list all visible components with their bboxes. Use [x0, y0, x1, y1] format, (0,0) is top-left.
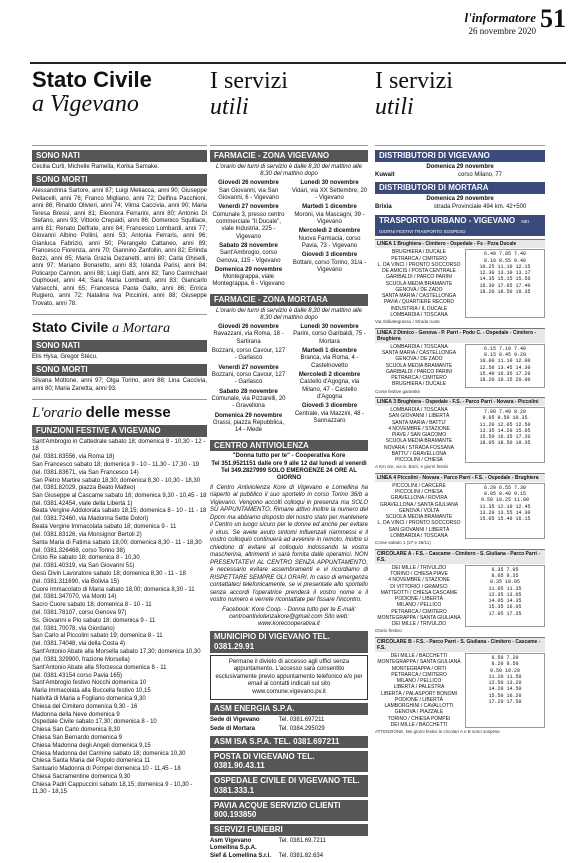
mass-schedule-item: Chiesa del Cimitero domenica 9,30 - 16 — [32, 703, 138, 710]
timetable-row: 8.15 8.45 9.20 — [483, 352, 526, 359]
bus-stop: GENOVA / DE ZADO — [395, 286, 443, 293]
mortara-title — [32, 314, 207, 337]
farmacia-entry: Centrale, via Mazzini, 48 - Sannazzaro — [294, 410, 365, 424]
timetable-row: 15.50 16.20 — [488, 692, 522, 699]
timetable-row: 10.00 11.10 12.00 — [479, 358, 531, 365]
bus-line-timetable — [465, 407, 545, 463]
bus-stop: SANTA MARIA / CASTELLONGA — [381, 293, 457, 300]
bus-stop: SCUOLA MEDIA BRAMANTE — [385, 438, 453, 445]
bus-line-timetable — [465, 344, 545, 388]
distributore-address: strada Provinciale 494 km. 42+500 — [433, 204, 527, 211]
asm-isa-heading: ASM ISA S.P.A. TEL. 0381.697211 — [210, 736, 368, 748]
farmacia-day: Venerdì 27 novembre — [218, 204, 279, 211]
farmacia-entry: Bozzani, corso Cavour, 127 - Garlasco — [211, 372, 286, 386]
bus-stop: LOMBARDIA / TOSCANA — [390, 343, 448, 350]
pavia-acque-heading: PAVIA ACQUE SERVIZIO CLIENTI 800.193850 — [210, 800, 368, 822]
farmacia-entry: Bottani, corso Torino, 31/a - Vigevano — [292, 259, 367, 273]
bus-stop: PETRARCA / CIMITERO — [391, 375, 447, 382]
centro-antiviolenza-heading: CENTRO ANTIVIOLENZA — [210, 440, 368, 452]
bus-stop: MONTEGRAPPA / ORTI — [391, 665, 447, 672]
farmacia-entry: Montegrappa, viale Montegrappa, 6 - Vigevano — [212, 274, 285, 288]
timetable-row: 14.20 14.50 — [488, 686, 522, 693]
bus-line-stops — [375, 407, 463, 463]
bus-stop: SCUOLA MEDIA BRAMANTE — [385, 362, 453, 369]
bus-stop: L. DA VINCI / PRONTO SOCCORSO — [377, 261, 461, 268]
farmacia-entry: Bozzani, corso Cavour, 127 - Garlasco — [211, 348, 286, 362]
messe-list — [32, 439, 207, 796]
bus-stop: DEI MILLE / TRIVULZIO — [391, 621, 447, 628]
mass-schedule-item: Cristo Re sabato 18; domenica 8 - 10,30 — [32, 555, 140, 562]
distributore-mortara-row — [375, 204, 545, 211]
timetable-row: 14.35 15.15 15.50 — [479, 276, 531, 283]
mass-schedule-item: Chiesa Madonna degli Angeli domenica 9,15 — [32, 742, 151, 749]
bus-stop: GENOVA / DE ZADO — [395, 356, 443, 363]
bus-stop: BRUGHIERA / DUCALE — [392, 381, 446, 388]
bus-line-body — [375, 565, 545, 628]
mortara-title-main: Stato Civile — [32, 319, 109, 335]
bus-stop: INDUSTRIA / IL DUCALE — [390, 305, 448, 312]
contact-row — [210, 717, 368, 724]
farmacia-day: Giovedì 26 novembre — [218, 324, 279, 331]
antiviolenza-quote: "Donna tutto per te" - Cooperativa Kore — [232, 453, 346, 460]
farmacia-day: Martedì 1 dicembre — [302, 348, 357, 355]
mass-schedule-item: (tel. 0381.347070, via Monti 14) — [32, 594, 117, 601]
mass-schedule-item: Madonna della Neve domenica 9 — [32, 711, 120, 718]
servizi-subtitle: utili — [210, 94, 249, 121]
stato-civile-header — [32, 68, 207, 146]
bus-stop: DE AMICIS / POSTA CENTRALE — [382, 268, 456, 275]
bus-line-heading: LINEA 1 Brughiera - Cimitero - Ospedale - Fs - Pzza Ducale — [375, 239, 545, 248]
mass-schedule-item: Beata Vergine Addolorata sabato 18,15; domenica 8 - 10 - 11 - 18 — [32, 508, 207, 515]
farmacia-entry: San Giovanni, via San Giovanni, 6 - Vigevano — [218, 187, 279, 201]
timetable-row: 11.05 11.35 — [488, 585, 522, 592]
mass-schedule-item: (tel. 0381.83671, via San Francesco 14) — [32, 469, 139, 476]
mass-schedule-item: Cuore Immacolato di Maria sabato 18,00; domenica 8,30 - 11 — [32, 586, 195, 593]
mass-schedule-item: (tel. 0381.43154 corso Pavia 165) — [32, 672, 123, 679]
bus-stop: DEI MILLE / TRIVULZIO — [391, 564, 447, 571]
bus-stop: SAN GIOVANNI / LIBERTÀ — [388, 413, 450, 420]
timetable-row: 13.20 13.55 14.30 — [479, 509, 531, 516]
farmacia-day: Giovedì 3 dicembre — [301, 252, 358, 259]
bus-stop: PODIONE / LIBERTÀ — [395, 696, 443, 703]
timetable-row: 15.50 16.35 17.20 — [479, 434, 531, 441]
trasporto-title: TRASPORTO URBANO - VIGEVANO — [379, 215, 516, 225]
mass-schedule-item: Maria Immacolata alla Buccella festivo 10,15 — [32, 688, 151, 695]
bus-line-heading: LINEA 3 Brughiera - Ospedale - F.S. - Parco Parri - Novara - Piccolini — [375, 397, 545, 406]
servizi-utili-column-1 — [210, 68, 368, 858]
mass-schedule-item: Ospedale Civile sabato 17,30; domenica 8 - 10 — [32, 719, 157, 726]
timetable-row: 6.20 6.55 7.30 — [483, 484, 526, 491]
bus-line-heading: CIRCOLARE B - F.S. - Parco Parri - S. Giuliana - Cimitero - Cascame - F.S. — [375, 637, 545, 652]
bus-line — [375, 637, 545, 735]
antiviolenza-text: Il Centro Antiviolenza Kore di Vigevano e Lomellina ha riaperto al pubblico il suo sportello in corso Torino 36/b a Vigevano. Vengono accolti colloqui in presenza ma SOLO SU APPUNTAMENTO. Rimane attivo inoltre la numero del Dpcm ma abbiamo disposto del nostro stato per mantenere il Centro un luogo sicuro per le donne ed anche per evitare il virus. Se avete avuto sintomi influenzali riammessi e il vostro colloquio continuerà ad avvenire in remoto. Inoltre si chiedono di evitare al colloquio indossando la vostra mascherina, altrimenti vi sarà fornita dalle operatrici. NON PRESENTATEVI AL CENTRO SENZA APPUNTAMENTO, è necessario evitare assembramenti e vi ricordiamo di RISPETTARE SEMPRE GLI ORARI. In caso di emergenza contattateci telefonicamente, se vi presentate allo sportello senza accordi l'operatrice prenderà il vostro nome e il vostro numero e verrete ricontattate per fissare l'incontro. — [210, 484, 368, 603]
timetable-row: 15.05 15.40 16.15 — [479, 516, 531, 523]
ospedale-heading: OSPEDALE CIVILE DI VIGEVANO TEL. 0381.333.1 — [210, 775, 368, 797]
bus-stop: DI VITTORIO / GRAMSCI — [390, 583, 448, 590]
timetable-row: 9.50 10.25 11.00 — [480, 497, 529, 504]
bus-stop: MONTEGRAPPA / SANTA GIULIANA — [377, 659, 461, 666]
bus-stop: LOMBARDIA / TOSCANA — [390, 532, 448, 539]
farmacia-day: Domenica 29 novembre — [214, 412, 283, 419]
bus-line-heading: LINEA 4 Piccolini - Novara - Parco Parri - F.S. - Ospedale - Brughiera — [375, 473, 545, 482]
servizi-funebri-contacts — [210, 838, 368, 858]
mass-schedule-item: San Carlo al Piccolini sabato 19; domenica 8 - 11 — [32, 633, 163, 640]
bus-stop: LIBERTÀ / PALASPORT BONOMI — [380, 690, 458, 697]
bus-lines — [375, 239, 545, 734]
timetable-row: 18.05 18.50 19.35 — [479, 440, 531, 447]
farmacia-day: Mercoledì 2 dicembre — [298, 228, 361, 235]
mass-schedule-item: (tel. 0381.40319, via San Giovanni 51) — [32, 563, 135, 570]
distributori-vigevano-day: Domenica 29 novembre — [426, 163, 494, 170]
trasporto-urbano-heading — [375, 215, 545, 237]
farmacia-day: Sabato 28 novembre — [219, 388, 278, 395]
bus-line-body — [375, 249, 545, 318]
farmacia-day: Mercoledì 2 dicembre — [298, 372, 361, 378]
farmacia-day: Lunedì 30 novembre — [300, 324, 359, 331]
timetable-row: 6.35 7.05 — [491, 566, 519, 573]
farmacia-day: Giovedì 3 dicembre — [301, 403, 358, 410]
farmacie-vigevano-right — [291, 180, 368, 290]
bus-stop: LOMBARDIA / TOSCANA — [390, 311, 448, 318]
timetable-row: 8.05 8.35 — [491, 573, 519, 580]
timetable-row: 14.05 14.35 — [488, 598, 522, 605]
bus-line-timetable — [465, 565, 545, 628]
farmacie-vigevano-heading: FARMACIE - ZONA VIGEVANO — [210, 150, 368, 162]
distributore-address: corso Milano, 77 — [457, 172, 503, 179]
municipio-heading: MUNICIPIO DI VIGEVANO TEL. 0381.29.91 — [210, 631, 368, 653]
distributore-vigevano-row — [375, 172, 545, 179]
section-title: Stato Civile — [32, 68, 152, 92]
mass-schedule-item: San Francesco sabato 18; domenica 9 - 10 - 11,30 - 17,30 - 19 — [32, 462, 199, 469]
bus-line-timetable — [465, 653, 545, 728]
distributori-mortara-day: Domenica 29 novembre — [426, 196, 494, 203]
mass-schedule-item: (tel. 0381.74048, via della Costa 4) — [32, 641, 126, 648]
masthead — [0, 6, 580, 46]
bus-stop: PICCOLINI / CHIESA — [395, 457, 443, 464]
timetable-row: 17.20 17.50 — [488, 698, 522, 705]
timetable-row: 13.35 14.20 15.05 — [479, 427, 531, 434]
farmacie-mortara-heading: FARMACIE - ZONA MORTARA — [210, 294, 368, 306]
farmacia-entry: Parini, corso Garibaldi, 75 - Mortara — [293, 331, 366, 345]
funzioni-festive-heading: FUNZIONI FESTIVE A VIGEVANO — [32, 425, 207, 437]
farmacia-day: Domenica 29 novembre — [214, 266, 283, 273]
farmacia-entry: Nuova Farmacia, corso Pavia, 73 - Vigevano — [298, 235, 361, 249]
mass-schedule-item: Santa Maria di Fatima sabato 18,00; domenica 8,30 - 11 - 18,30 — [32, 539, 202, 546]
servizi-title-2: I servizi — [375, 68, 453, 94]
timetable-row: 8.20 8.50 — [491, 661, 519, 668]
servizi-funebri-heading: SERVIZI FUNEBRI — [210, 824, 368, 836]
contact-name: Asm Vigevano Lomellina S.p.A. — [210, 837, 257, 852]
bus-stop: GRAVELLONA / ROVIRA — [390, 495, 448, 502]
bus-line — [375, 328, 545, 394]
bus-stop: GENOVA / VOLTA — [398, 507, 440, 514]
bus-stop: PETRARCA / CIMITERO — [391, 255, 447, 262]
mortara-title-sub: a Mortara — [112, 321, 171, 336]
bus-stop: PICCOLINI / CARCERE — [392, 482, 446, 489]
mass-schedule-item: (tel. 0381.70078, via Giordano) — [32, 625, 115, 632]
trasporto-note: NEI GIORNI FESTIVI TRASPORTO SOSPESO — [379, 218, 529, 234]
section-subtitle: a Vigevano — [32, 91, 139, 118]
bus-stop: SCUOLA MEDIA BRAMANTE — [385, 514, 453, 521]
bus-line — [375, 549, 545, 634]
bus-stop: 4 NOVEMBRE / STAZIONE — [388, 577, 450, 584]
issue-date: 26 novembre 2020 — [468, 26, 536, 36]
servizi-title: I servizi — [210, 68, 288, 94]
timetable-row: 17.05 17.35 — [488, 610, 522, 617]
contact-name: Sief & Lomellina S.r.l. — [210, 853, 272, 858]
bus-line-note: Corse festive garantite — [375, 388, 421, 394]
mass-schedule-item: Sant'Ambrogio festivo Nocchi domenica 10 — [32, 680, 147, 687]
farmacia-entry: Branca, via Roma, 4 - Castelnovetto — [300, 355, 359, 369]
municipio-notice: Permane il divieto di accesso agli uffici senza appuntamento. L'accesso sarà consentito esclusivamente previo appuntamento telefonico e/o per email ai contatti indicati sul sito www.comune.vigevano.pv.it — [210, 655, 368, 701]
mass-schedule-item: Sacro Cuore sabato 18; domenica 8 - 10 - 11 — [32, 602, 152, 609]
bus-stop: BRUGHIERA / DUCALE — [392, 249, 446, 256]
bus-stop: SANTA MARIA / CASTELLONGA — [381, 350, 457, 357]
timetable-row: 9.50 10.20 — [489, 667, 520, 674]
farmacia-entry: Comunale 3, presso centro commerciale "Il Ducale", viale Industria, 225 - Vigevano — [212, 211, 285, 240]
bus-line-body — [375, 483, 545, 539]
bus-stop: PETRARCA / CIMITERO — [391, 671, 447, 678]
bus-line-body — [375, 407, 545, 463]
bus-stop: LIBERTÀ / PALESTRA — [393, 684, 445, 691]
bus-line — [375, 473, 545, 546]
page-number: 51 — [540, 4, 566, 33]
mass-schedule-item: Chiesa San Carlo domenica 8,30 — [32, 727, 121, 734]
sono-nati-heading: SONO NATI — [32, 150, 207, 162]
timetable-row: 15.40 16.35 17.20 — [479, 370, 531, 377]
bus-stop: GRAVELLONA / SANTA GIULIANA — [379, 501, 459, 508]
mass-schedule-item: Sant'Antonio Abate alla Sforzesca domenica 8 - 11 — [32, 664, 167, 671]
mass-schedule-item: Chiesa Santa Maria del Popolo domenica 11 — [32, 758, 151, 765]
timetable-row: 7.00 7.40 8.20 — [483, 409, 526, 416]
bus-line-note: ATTENZIONE. Nei giorni festivi le circolari A e B sono sospese — [375, 729, 500, 735]
mass-schedule-item: Chiesa Padri Cappuccini sabato 18,15; domenica 9 - 10,30 - 11,30 - 18,15 — [32, 781, 193, 796]
contact-phone: Tel. 0384.295029 — [278, 725, 325, 732]
servizi-header — [210, 68, 368, 146]
timetable-row: 15.35 16.05 — [488, 604, 522, 611]
contact-phone: Tel. 0381.82.634 — [278, 853, 324, 858]
farmacia-entry: Castello d'Agogna, via Milano, 47 - Castello d'Agogna — [299, 379, 360, 400]
farmacia-day: Giovedì 26 novembre — [218, 180, 279, 187]
timetable-row: 8.10 8.55 9.40 — [483, 257, 526, 264]
mortara-morti-heading: SONO MORTI — [32, 364, 207, 376]
timetable-row: 9.05 9.50 10.35 — [482, 415, 528, 422]
farmacia-day: Sabato 28 novembre — [219, 242, 278, 249]
bus-line-stops — [375, 344, 463, 388]
mortara-morti-list: Silvana Mottone, anni 97; Olga Torino, anni 88; Lina Caccivia, anni 80; Maria Zanetta, anni 93. — [32, 378, 207, 392]
antiviolenza-phone: Tel 351.9521151 dalle ore 9 alle 12 dal lunedì al venerdì Tel 349.2827999 SOLO EMERGENZE 24 ORE AL GIORNO — [211, 460, 367, 482]
farmacia-entry: Comunale, via Pizzarelli, 20 - Gravellona — [211, 395, 286, 410]
mass-schedule-item: (tel. 0381.83556, via Roma 18) — [32, 454, 115, 461]
orario-title-bold: delle messe — [85, 404, 171, 422]
mass-schedule-item: Sant'Antonio Abate alla Morsella sabato 17,30; domenica 10,30 — [32, 649, 201, 656]
timetable-row: 18.20 19.15 20.00 — [479, 377, 531, 384]
bus-stop: SCUOLA MEDIA BRAMANTE — [385, 280, 453, 287]
mass-schedule-item: (tel. 0381.42454, viale della Libertà 1) — [32, 500, 133, 507]
bus-stop: MONTEGRAPPA / SANTA GIULIANA — [377, 614, 461, 621]
bus-stop: NOVARA / STRADA FOSSANA — [384, 444, 454, 451]
servizi-utili-column-2 — [375, 68, 545, 858]
bus-stop: LAMBORGHINI / CAVALLOTTI — [384, 703, 454, 710]
mass-schedule-item: Chiesa San Bernardo domenica 9 — [32, 735, 123, 741]
bus-line — [375, 397, 545, 470]
bus-line-timetable — [465, 483, 545, 539]
distributore-name: Kuwait — [375, 172, 395, 179]
contact-row — [210, 838, 368, 853]
timetable-row: 11.20 12.05 12.50 — [479, 421, 531, 428]
farmacia-day: Venerdì 27 novembre — [218, 364, 279, 371]
mass-schedule-item: (tel. 0381.311690, via Bolivia 15) — [32, 578, 119, 585]
bus-stop: GARIBALDI / PARCO PARINI — [386, 368, 452, 375]
farmacie-mortara-list — [210, 324, 368, 436]
mass-schedule-item: Gesù Divin Lavoratore sabato 18; domenica 8,30 - 11 - 18 — [32, 570, 186, 577]
farmacia-day: Lunedì 30 novembre — [300, 180, 359, 187]
farmacie-mortara-intro: L'orario dei turni di servizio è dalle 8,30 del mattino alle 8,30 del mattino dopo — [216, 307, 362, 321]
distributori-mortara-heading: DISTRIBUTORI DI MORTARA — [375, 182, 545, 194]
bus-stop: DEI MILLE / BACCHETTI — [390, 653, 448, 660]
timetable-row: 11.20 11.50 — [488, 673, 522, 680]
servizi-subtitle-2: utili — [375, 94, 414, 121]
antiviolenza-contacts: Facebook: Kore Coop. - Donna tutto per te E-mail: centroantiviolenzakore@gmail.com Sito web: www.korecooperativa.it — [222, 606, 356, 628]
bus-stop: L. DA VINCI / PRONTO SOCCORSO — [377, 520, 461, 527]
bus-stop: MATTEOTTI / CHIESA CASCAME — [380, 589, 458, 596]
distributori-vigevano-heading: DISTRIBUTORI DI VIGEVANO — [375, 150, 545, 162]
mass-schedule-item: (tel. 0381.78107, corso Genova 97) — [32, 610, 127, 616]
posta-heading: POSTA DI VIGEVANO TEL. 0381.90.43.11 — [210, 751, 368, 773]
bus-line-stops — [375, 483, 463, 539]
farmacie-vigevano-list — [210, 180, 368, 290]
bus-stop: PAVIA / QUARTIERE RECORD — [383, 299, 454, 306]
mass-schedule-item: (tel. 0381.329900, frazione Morsella) — [32, 656, 130, 663]
mortara-nati-list: Elis Hysa, Gregor Stécu. — [32, 353, 98, 360]
asm-energia-contacts — [210, 717, 368, 733]
timetable-row: 6.15 7.10 7.40 — [483, 345, 526, 352]
bus-stop: PIAVE / SAN GIACOMO — [391, 432, 447, 439]
mass-schedule-item: Ss. Giovanni e Pio sabato 18; domenica 9 - 11 — [32, 617, 156, 624]
farmacie-mortara-right — [291, 324, 368, 436]
timetable-row: 6.50 7.20 — [491, 655, 519, 662]
farmacie-vigevano-left — [210, 180, 287, 290]
bus-line — [375, 239, 545, 324]
header-rule — [30, 62, 566, 64]
mass-schedule-item: Santuario Madonna di Pompei domenica 10 - 11,45 - 18 — [32, 766, 181, 773]
timetable-row: 10.25 11.10 12.15 — [479, 263, 531, 270]
bus-stop: GARIBALDI / PARCO PARINI — [386, 274, 452, 281]
orario-messe-title — [32, 399, 207, 422]
bus-line-body — [375, 344, 545, 388]
contact-row — [210, 726, 368, 733]
bus-line-timetable — [465, 249, 545, 318]
bus-stop: MILANO / PELLICO — [396, 678, 442, 685]
sono-morti-list: Alessandrina Sartore, anni 87; Luigi Mekacca, anni 90; Giuseppe Pellacelli, anni 76; Franco Migliano, anni 72; Delfina Pacchioni, anni 86; Rinaldo Olivieri, anni 74; Vilma Caccivia, anni 90; Maria Teresa Bressi, anni 81; Eleonora Ferrarini, anni 80; Antonio Di Stefano, anni 93; Vittorio Crepaldi, anni 86; Domenico Squillace, anni 81; Renato Delfrate, anni 84; Francesco Lombardi, anni 77; Giovanni Albino Pollini, anni 53; Antonia Ferraris, anni 96; Gianluca Fabrizio, anni 50; Pierangelo Cattaneo, anni 89; Francesco Fiorenza, anni 70; Giannino Zanfollin, anni 82; Erlinda Bozzi, anni 85; Maria Grazia Dezanetti, anni 80; Carla Ghiselli, anni 97; Mariano Bonaretto, anni 83; Iolanda Parisi, anni 84; Policarpo Cannon, anni 88; Luigi Gatti, anni 82; Tano Carmichael Ouphouet, anni 44; Sara Maria Lombardi, anni 83; Giancarlo Valsecchi, anni 65; Francesca Paola Gallo, anni 86; Enrica Rugiero, anni 72; Natalina Iva Piccinini, anni 88; Giuseppe Trovato, anni 78. — [32, 188, 207, 307]
timetable-row: 18.20 18.50 19.35 — [479, 288, 531, 295]
bus-stop: LOMBARDIA / TOSCANA — [390, 407, 448, 414]
mass-schedule-item: San Giuseppe al Cascame sabato 18; domenica 9,30 - 10,45 - 18 — [32, 492, 207, 499]
farmacia-entry: Moroni, via Mascagni, 39 - Vigevano — [294, 211, 365, 225]
bus-stop: PETRARCA / CIMITERO — [391, 608, 447, 615]
mass-schedule-item: (tel. 0381.72460, via Madonna Sette Dolori) — [32, 516, 149, 523]
bus-line-stops — [375, 565, 463, 628]
sono-nati-list: Cecilia Curti, Michelle Ramella, Korika Samake. — [32, 163, 160, 170]
farmacia-day: Martedì 1 dicembre — [302, 204, 357, 211]
bus-line-note: Orario festivo — [375, 628, 402, 634]
mass-schedule-item: Natività di Maria a Fogliano domenica 9,30 — [32, 695, 146, 702]
timetable-row: 12.35 13.05 — [488, 591, 522, 598]
mass-schedule-item: San Pietro Martire sabato 18,30; domenica 8,30 - 10,30 - 18,30 (tel. 0381.82029, piazza Beato Matteo) — [32, 477, 201, 491]
bus-line-stops — [375, 249, 463, 318]
bus-line-note: Corse sabato 1 (27 e 28/11) — [375, 540, 431, 546]
farmacie-vigevano-intro: L'orario dei turni di servizio è dalle 8,30 del mattino alle 8,30 del mattino dopo — [216, 163, 362, 178]
bus-stop: BATTU' / GRAVELLONA — [391, 450, 447, 457]
farmacia-entry: Vidari, via XX Settembre, 20 - Vigevano — [291, 187, 368, 201]
timetable-row: 11.35 12.10 12.45 — [479, 503, 531, 510]
servizi-header-2 — [375, 68, 545, 146]
timetable-row: 8.05 8.40 9.15 — [483, 491, 526, 498]
farmacie-mortara-left — [210, 324, 287, 436]
bus-stop: GENOVA / PIAZZALE — [394, 709, 444, 716]
bus-stop: TORINO / CHIESA POMPEI — [387, 715, 451, 722]
asm-energia-heading: ASM ENERGIA S.P.A. — [210, 703, 368, 715]
bus-stop: SANTA MARIA / BATTU' — [391, 419, 447, 426]
bus-line-heading: CIRCOLARE A - F.S. - Cascame - Cimitero - S. Giuliana - Parco Parri - F.S. — [375, 549, 545, 564]
mass-schedule-item: Beata Vergine Immacolata sabato 18; domenica 9 - 11 — [32, 524, 177, 531]
bus-stop: TORINO / CHIESA PIAVE — [390, 571, 448, 578]
contact-phone: Tel. 0381.69.7211 — [278, 837, 326, 844]
contact-phone: Tel. 0381.697211 — [278, 717, 325, 724]
bus-stop: DEI MILLE / BACCHETTI — [390, 721, 448, 728]
bus-stop: MILANO / PELLICO — [396, 602, 442, 609]
timetable-row: 12.30 13.10 13.17 — [479, 270, 531, 277]
distributore-name: Brixia — [375, 204, 392, 211]
farmacia-entry: Ravazzani, via Roma, 18 - Sartirana — [213, 331, 284, 345]
orario-title-pre: L'orario — [32, 405, 82, 422]
timetable-row: 12.50 13.20 — [488, 680, 522, 687]
mass-schedule-item: Sant'Ambrogio in Cattedrale sabato 18; domenica 8 - 10,30 - 12 - 18 — [32, 439, 206, 453]
contact-name: Sede di Mortara — [210, 725, 256, 732]
bus-line-note: A Km ore, via S. Barri, e giorni festivi — [375, 464, 449, 470]
stato-civile-column — [32, 68, 207, 858]
farmacia-entry: Sant'Ambrogio, corso Genova, 115 - Vigevano — [216, 250, 281, 264]
timetable-row: 12.50 13.45 14.30 — [479, 364, 531, 371]
sono-morti-heading: SONO MORTI — [32, 174, 207, 186]
bus-line-note: Via Abbiategrasso / Strada ruote — [375, 319, 440, 325]
bus-stop: PICCOLINI / CHIESA — [395, 489, 443, 496]
contact-name: Sede di Vigevano — [210, 717, 260, 724]
farmacia-entry: Grassi, piazza Repubblica, 14 - Mede — [212, 419, 285, 434]
newspaper-logo: l'informatore — [464, 10, 536, 25]
mortara-nati-heading: SONO NATI — [32, 340, 207, 352]
contact-row — [210, 853, 368, 858]
mass-schedule-item: (tel. 0381.326468, corso Torino 38) — [32, 547, 125, 554]
mass-schedule-item: Chiesa Sacramentine domenica 9,30 — [32, 774, 131, 781]
timetable-row: 9.35 10.05 — [489, 579, 520, 586]
timetable-row: 16.30 17.05 17.40 — [479, 282, 531, 289]
bus-stop: PODIONE / LIBERTÀ — [395, 596, 443, 603]
mass-schedule-item: (tel. 0381.83126, via Monsignor Bertoli 2) — [32, 531, 142, 538]
bus-line-heading: LINEA 2 Dimico - Genova - P. Parri - Podo C. - Ospedale - Cimitero - Brughiera — [375, 328, 545, 343]
bus-stop: SAN GIOVANNI / LIBERTÀ — [388, 526, 450, 533]
timetable-row: 6.40 7.05 7.40 — [483, 251, 526, 258]
mass-schedule-item: Chiesa Madonna del Carmine sabato 18; domenica 10,30 — [32, 750, 186, 757]
bus-line-body — [375, 653, 545, 728]
bus-line-stops — [375, 653, 463, 728]
bus-stop: 4 NOVEMBRE / STAZIONE — [388, 425, 450, 432]
